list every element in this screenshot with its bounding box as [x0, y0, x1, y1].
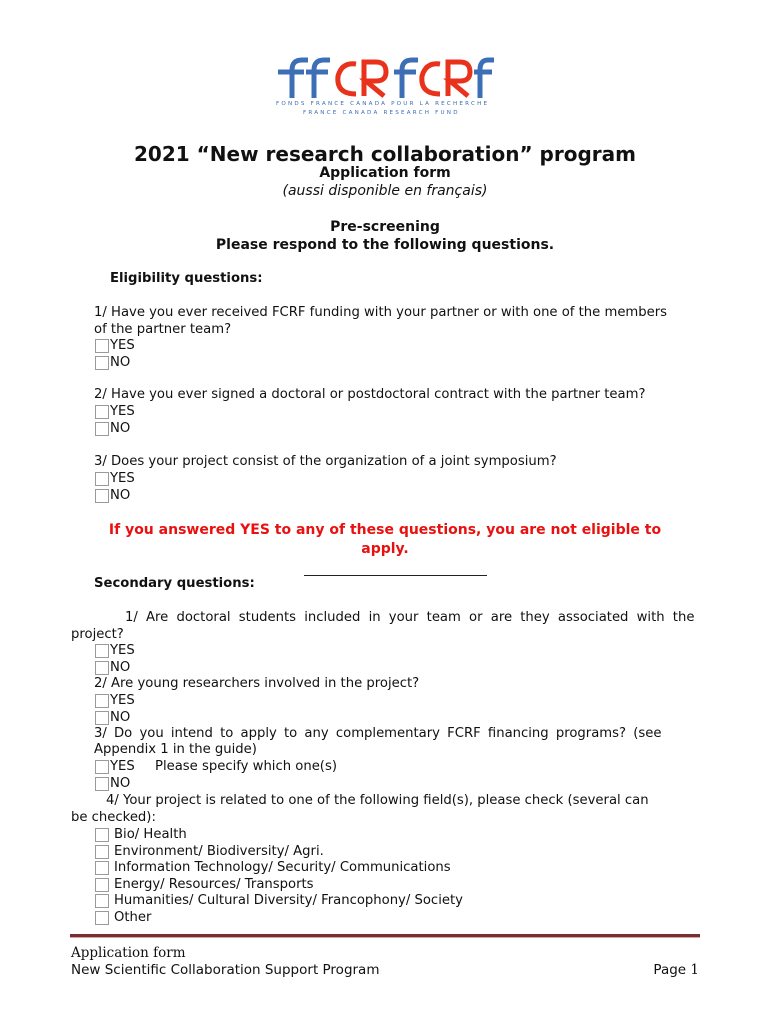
- no-label: NO: [110, 776, 131, 791]
- no-label: NO: [110, 355, 131, 370]
- secondary-question-4-cont: be checked):: [71, 810, 156, 825]
- document-title: 2021 “New research collaboration” program: [134, 142, 636, 166]
- field-label: Bio/ Health: [114, 827, 187, 842]
- question-text: 1/ Have you ever received FCRF funding with your partner or with one of the members: [94, 305, 668, 320]
- eligibility-heading: Eligibility questions:: [110, 271, 263, 286]
- no-label: NO: [110, 421, 131, 436]
- field-checkbox-humanities[interactable]: [95, 894, 109, 908]
- document-subtitle: Application form: [319, 165, 451, 181]
- eligibility-question-2: 2/ Have you ever signed a doctoral or postdoctoral contract with the partner team?: [94, 387, 646, 402]
- secondary-question-1: 1/ Are doctoral students included in your team or are they associated with the: [125, 610, 695, 625]
- fcrf-logo: [270, 54, 495, 120]
- yes-label: YES: [110, 643, 135, 658]
- eligibility-q1-yes-checkbox[interactable]: [95, 339, 109, 353]
- yes-label: YES: [110, 338, 135, 353]
- field-label: Information Technology/ Security/ Communications: [114, 860, 451, 875]
- question-text: of the partner team?: [94, 322, 232, 337]
- secondary-q3-no-checkbox[interactable]: [95, 777, 109, 791]
- eligibility-q3-no-checkbox[interactable]: [95, 489, 109, 503]
- field-checkbox-other[interactable]: [95, 911, 109, 925]
- secondary-question-4: 4/ Your project is related to one of the following field(s), please check (several can: [106, 793, 649, 808]
- field-checkbox-bio-health[interactable]: [95, 828, 109, 842]
- footer-page-indicator: [653, 962, 699, 978]
- no-label: NO: [110, 660, 131, 675]
- page-label: Page: [653, 962, 687, 978]
- french-availability-note: (aussi disponible en français): [282, 183, 488, 199]
- footer-form-name: Application form: [71, 945, 186, 961]
- secondary-question-2: 2/ Are young researchers involved in the project?: [94, 676, 420, 691]
- field-label: Other: [114, 910, 152, 925]
- specify-programs-label: Please specify which one(s): [155, 759, 337, 774]
- secondary-q1-yes-checkbox[interactable]: [95, 644, 109, 658]
- divider-line: [304, 575, 487, 576]
- secondary-question-1-cont: project?: [71, 627, 124, 642]
- eligibility-q3-yes-checkbox[interactable]: [95, 472, 109, 486]
- footer-program-name: New Scientific Collaboration Support Program: [71, 962, 380, 978]
- field-checkbox-energy[interactable]: [95, 878, 109, 892]
- eligibility-question-3: 3/ Does your project consist of the organization of a joint symposium?: [94, 454, 557, 469]
- secondary-question-3: 3/ Do you intend to apply to any complementary FCRF financing programs? (see: [94, 726, 662, 741]
- field-label: Energy/ Resources/ Transports: [114, 877, 314, 892]
- field-label: Environment/ Biodiversity/ Agri.: [114, 844, 324, 859]
- eligibility-q2-yes-checkbox[interactable]: [95, 405, 109, 419]
- secondary-q3-yes-checkbox[interactable]: [95, 760, 109, 774]
- yes-label: YES: [110, 693, 135, 708]
- field-label: Humanities/ Cultural Diversity/ Francophony/ Society: [114, 893, 463, 908]
- eligibility-q2-no-checkbox[interactable]: [95, 422, 109, 436]
- yes-label: YES: [110, 471, 135, 486]
- eligibility-q1-no-checkbox[interactable]: [95, 356, 109, 370]
- logo-subtitle-en: FRANCE CANADA RESEARCH FUND: [303, 110, 460, 116]
- footer-divider: [70, 934, 700, 938]
- secondary-heading: Secondary questions:: [94, 576, 255, 591]
- logo-subtitle-fr: FONDS FRANCE CANADA POUR LA RECHERCHE: [276, 101, 490, 107]
- eligibility-warning-cont: apply.: [361, 541, 409, 557]
- yes-label: YES: [110, 404, 135, 419]
- eligibility-question-1: [94, 304, 667, 338]
- eligibility-warning: If you answered YES to any of these questions, you are not eligible to: [108, 522, 662, 538]
- no-label: NO: [110, 488, 131, 503]
- secondary-q2-no-checkbox[interactable]: [95, 711, 109, 725]
- section-title: Pre-screening: [330, 219, 440, 235]
- secondary-q1-no-checkbox[interactable]: [95, 661, 109, 675]
- yes-label: YES: [110, 759, 135, 774]
- field-checkbox-information-technology[interactable]: [95, 861, 109, 875]
- no-label: NO: [110, 710, 131, 725]
- field-checkbox-environment[interactable]: [95, 845, 109, 859]
- secondary-question-3-cont: Appendix 1 in the guide): [94, 742, 257, 757]
- instruction-text: Please respond to the following questions.: [215, 237, 555, 253]
- fcrf-logo-mark: [270, 54, 495, 100]
- page-number: 1: [690, 962, 699, 978]
- secondary-q2-yes-checkbox[interactable]: [95, 694, 109, 708]
